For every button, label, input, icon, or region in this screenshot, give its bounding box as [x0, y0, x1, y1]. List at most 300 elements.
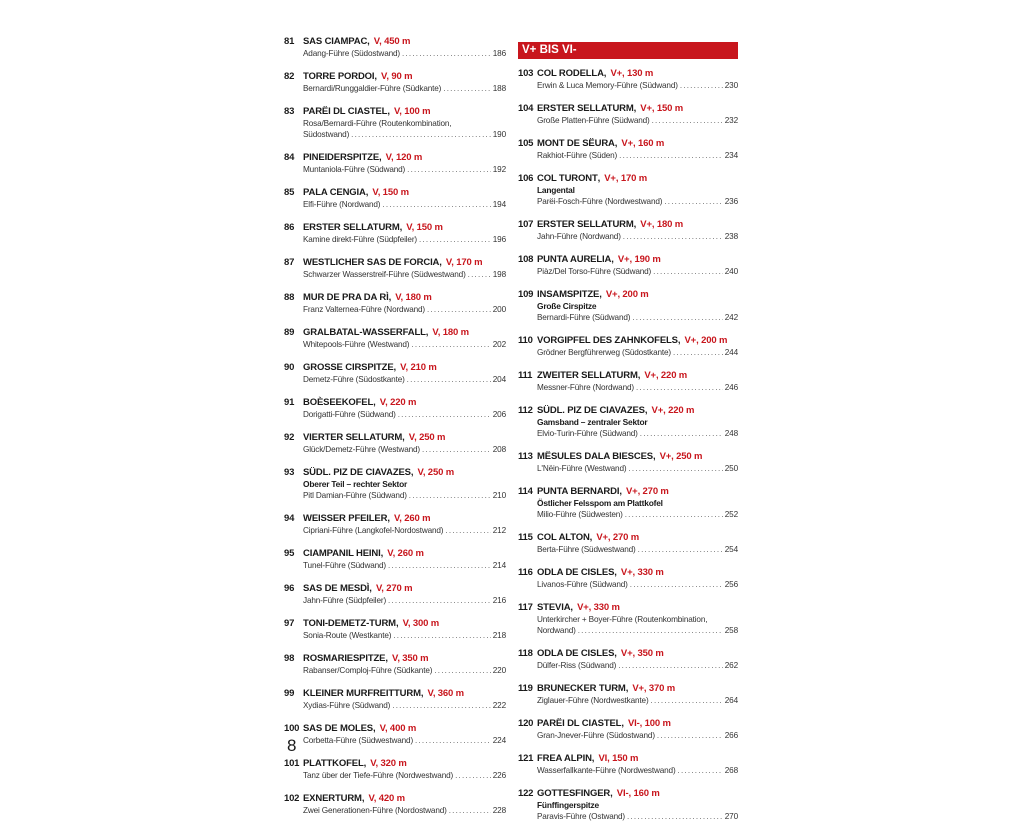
leader-dots — [673, 347, 723, 358]
entry-description — [537, 579, 738, 590]
leader-dots — [402, 48, 491, 59]
entry-heading — [518, 486, 738, 498]
description-text: Ziglauer-Führe (Nordwestkante) — [537, 696, 649, 705]
description-line — [537, 509, 738, 520]
entry-description — [303, 490, 506, 501]
description-text: Tanz über der Tiefe-Führe (Nordwestwand) — [303, 771, 454, 780]
leader-dots — [351, 129, 491, 140]
entry-name: COL RODELLA — [537, 68, 604, 79]
entry-heading — [518, 753, 738, 765]
entry-description — [537, 115, 738, 126]
entry-name: ERSTER SELLATURM — [537, 103, 634, 114]
description-line — [537, 150, 738, 161]
entry-number: 93 — [284, 467, 295, 478]
description-line — [537, 614, 738, 625]
description-line — [537, 811, 738, 822]
description-text: Piàz/Del Torso-Führe (Südwand) — [537, 267, 652, 276]
entry-description — [303, 409, 506, 420]
entry-grade: V, 100 m — [393, 106, 431, 117]
entry-grade: V, 170 m — [445, 257, 483, 268]
leader-dots — [680, 80, 723, 91]
entry-heading — [284, 618, 506, 630]
toc-entry — [284, 653, 506, 676]
entry-name: MONT DE SËURA — [537, 138, 615, 149]
description-text: Messner-Führe (Nordwand) — [537, 383, 634, 392]
entry-page-number: 224 — [492, 736, 506, 745]
entry-number: 96 — [284, 583, 295, 594]
entry-description — [303, 525, 506, 536]
entry-heading — [518, 173, 738, 185]
entry-page-number: 212 — [492, 526, 506, 535]
entry-number: 81 — [284, 36, 295, 47]
entry-page-number: 228 — [492, 806, 506, 815]
description-text: Franz Valternea-Führe (Nordwand) — [303, 305, 426, 314]
description-text: Bernardi/Runggaldier-Führe (Südkante) — [303, 84, 442, 93]
entry-description — [303, 805, 506, 816]
leader-dots — [627, 811, 723, 822]
entry-number: 102 — [284, 793, 300, 804]
description-line — [303, 164, 506, 175]
entry-description — [303, 118, 506, 140]
description-text: Unterkircher + Boyer-Führe (Routenkombination, — [537, 615, 708, 624]
entry-heading — [284, 152, 506, 164]
entry-page-number: 254 — [724, 545, 738, 554]
entry-description — [537, 428, 738, 439]
entry-separator: , — [393, 362, 397, 373]
entry-heading — [284, 257, 506, 269]
entry-separator: , — [599, 289, 602, 300]
entry-separator: , — [399, 222, 403, 233]
entry-separator: , — [652, 451, 656, 462]
entry-page-number: 186 — [492, 49, 506, 58]
entry-number: 87 — [284, 257, 295, 268]
leader-dots — [409, 490, 491, 501]
description-line — [303, 735, 506, 746]
entry-name: STEVIA — [537, 602, 571, 613]
description-line — [537, 463, 738, 474]
entry-description — [537, 614, 738, 636]
description-line — [303, 48, 506, 59]
entry-separator: , — [363, 758, 367, 769]
entry-number: 100 — [284, 723, 300, 734]
entry-number: 106 — [518, 173, 534, 184]
entry-separator: , — [395, 618, 399, 629]
entry-page-number: 238 — [724, 232, 738, 241]
toc-entry — [284, 292, 506, 315]
entry-subtitle: Gamsband – zentraler Sektor — [537, 417, 648, 427]
entry-heading — [518, 648, 738, 660]
entry-heading — [284, 222, 506, 234]
entry-name: VORGIPFEL DES ZAHNKOFELS — [537, 335, 678, 346]
entry-name: FREA ALPIN — [537, 753, 592, 764]
entry-page-number: 250 — [724, 464, 738, 473]
entry-separator: , — [369, 583, 372, 594]
description-text: Bernardi-Führe (Südwand) — [537, 313, 631, 322]
entry-heading — [518, 405, 738, 417]
entry-name: ROSMARIESPITZE — [303, 653, 386, 664]
description-line — [303, 409, 506, 420]
page-number: 8 — [287, 736, 297, 755]
entry-description — [537, 150, 738, 161]
entry-separator: , — [367, 36, 370, 47]
entry-heading — [518, 289, 738, 301]
entry-separator: , — [589, 532, 593, 543]
entry-heading — [518, 532, 738, 544]
entry-page-number: 206 — [492, 410, 506, 419]
entry-description — [303, 444, 506, 455]
leader-dots — [640, 428, 723, 439]
entry-heading — [284, 362, 506, 374]
leader-dots — [398, 409, 491, 420]
toc-entry — [284, 397, 506, 420]
entry-grade: V+, 220 m — [651, 405, 695, 416]
entry-number: 122 — [518, 788, 534, 799]
description-line — [303, 199, 506, 210]
toc-entry — [518, 173, 738, 207]
entry-page-number: 192 — [492, 165, 506, 174]
entry-heading — [284, 432, 506, 444]
entry-grade: V+, 330 m — [577, 602, 620, 613]
entry-page-number: 204 — [492, 375, 506, 384]
entry-grade: V+, 160 m — [621, 138, 665, 149]
entry-grade: V, 120 m — [385, 152, 423, 163]
entry-heading — [284, 467, 506, 479]
description-line — [537, 428, 738, 439]
toc-entry — [284, 758, 506, 781]
description-line — [537, 730, 738, 741]
description-line — [303, 269, 506, 280]
toc-entry — [284, 583, 506, 606]
description-text: Erwin & Luca Memory-Führe (Südwand) — [537, 81, 678, 90]
entry-subtitle: Langental — [537, 185, 575, 195]
entry-heading — [284, 71, 506, 83]
description-text: Gran-Jnever-Führe (Südostwand) — [537, 731, 655, 740]
entry-description — [537, 509, 738, 520]
toc-entry — [518, 335, 738, 358]
entry-number: 84 — [284, 152, 295, 163]
entry-grade: V+, 200 m — [684, 335, 728, 346]
description-line — [303, 83, 506, 94]
entry-grade: V+, 220 m — [644, 370, 688, 381]
entry-separator: , — [619, 486, 622, 497]
entry-separator: , — [591, 753, 595, 764]
toc-entry — [518, 683, 738, 706]
entry-grade: V, 150 m — [372, 187, 409, 198]
entry-description — [537, 730, 738, 741]
description-line — [303, 234, 506, 245]
description-text: Demetz-Führe (Südostkante) — [303, 375, 405, 384]
entry-number: 89 — [284, 327, 295, 338]
entry-page-number: 194 — [492, 200, 506, 209]
entry-description — [303, 735, 506, 746]
toc-entry — [518, 289, 738, 323]
entry-description — [537, 695, 738, 706]
toc-entry — [518, 486, 738, 520]
entry-number: 90 — [284, 362, 295, 373]
entry-number: 111 — [518, 370, 533, 381]
entry-grade: V+, 270 m — [596, 532, 640, 543]
entry-separator: , — [614, 567, 617, 578]
entry-page-number: 248 — [724, 429, 738, 438]
entry-grade: V, 180 m — [432, 327, 469, 338]
entry-name: KLEINER MURFREITTURM — [303, 688, 421, 699]
description-line — [537, 231, 738, 242]
description-text: Muntaniola-Führe (Südwand) — [303, 165, 406, 174]
entry-heading — [518, 788, 738, 800]
leader-dots — [427, 304, 491, 315]
entry-page-number: 240 — [724, 267, 738, 276]
entry-grade: V, 300 m — [402, 618, 440, 629]
entry-separator: , — [385, 653, 388, 664]
entry-name: WESTLICHER SAS DE FORCIA — [303, 257, 440, 268]
entry-grade: V+, 170 m — [604, 173, 647, 184]
entry-name: GROSSE CIRSPITZE — [303, 362, 394, 373]
toc-entry — [284, 723, 506, 746]
entry-separator: , — [379, 152, 382, 163]
entry-name: ODLA DE CISLES — [537, 648, 615, 659]
description-line — [303, 444, 506, 455]
description-text: Milio-Führe (Südwesten) — [537, 510, 623, 519]
leader-dots — [636, 382, 723, 393]
description-line — [303, 560, 506, 571]
entry-separator: , — [420, 688, 424, 699]
entry-heading — [518, 254, 738, 266]
entry-page-number: 256 — [724, 580, 738, 589]
entry-description — [537, 765, 738, 776]
description-text: Paravis-Führe (Ostwand) — [537, 812, 626, 821]
entry-name: BRUNECKER TURM — [537, 683, 626, 694]
description-line — [537, 115, 738, 126]
description-text: Wasserfallkante-Führe (Nordwestwand) — [537, 766, 676, 775]
description-text: Dorigatti-Führe (Südwand) — [303, 410, 396, 419]
description-line — [537, 196, 738, 207]
entry-separator: , — [439, 257, 442, 268]
entry-description — [303, 700, 506, 711]
entry-separator: , — [614, 138, 618, 149]
entry-name: PALA CENGIA — [303, 187, 366, 198]
toc-entry — [284, 327, 506, 350]
entry-grade: V, 250 m — [417, 467, 454, 478]
entry-name: SÜDL. PIZ DE CIAVAZES — [537, 405, 645, 416]
entry-number: 99 — [284, 688, 295, 699]
entry-page-number: 190 — [492, 130, 506, 139]
entry-heading — [284, 397, 506, 409]
entry-grade: V, 350 m — [392, 653, 429, 664]
entry-separator: , — [374, 71, 378, 82]
entry-heading — [518, 103, 738, 115]
description-text: Berta-Führe (Südwestwand) — [537, 545, 636, 554]
entry-heading — [284, 688, 506, 700]
leader-dots — [628, 463, 722, 474]
description-line — [537, 660, 738, 671]
description-line — [537, 382, 738, 393]
description-text: Pitl Damian-Führe (Südwand) — [303, 491, 407, 500]
description-line — [303, 129, 506, 140]
description-line — [303, 490, 506, 501]
entry-grade: V, 450 m — [373, 36, 411, 47]
entry-number: 105 — [518, 138, 534, 149]
entry-name: SAS CIAMPAC — [303, 36, 368, 47]
entry-number: 109 — [518, 289, 534, 300]
description-text: Corbetta-Führe (Südwestwand) — [303, 736, 414, 745]
leader-dots — [618, 660, 723, 671]
entry-number: 95 — [284, 548, 295, 559]
description-text: Rakhiot-Führe (Süden) — [537, 151, 618, 160]
entry-page-number: 258 — [724, 626, 738, 635]
description-text: L'Nëin-Führe (Westwand) — [537, 464, 627, 473]
description-line — [303, 805, 506, 816]
leader-dots — [419, 234, 491, 245]
description-line — [303, 595, 506, 606]
toc-entry — [518, 753, 738, 776]
entry-page-number: 266 — [724, 731, 738, 740]
description-text: Sonia-Route (Westkante) — [303, 631, 392, 640]
entry-separator: , — [644, 405, 648, 416]
entry-number: 94 — [284, 513, 295, 524]
entry-page-number: 202 — [492, 340, 506, 349]
leader-dots — [393, 630, 490, 641]
description-text: Elfi-Führe (Nordwand) — [303, 200, 381, 209]
description-line — [537, 80, 738, 91]
entry-description — [537, 660, 738, 671]
entry-separator: , — [410, 467, 414, 478]
toc-column-left — [284, 36, 506, 828]
leader-dots — [382, 199, 490, 210]
entry-description — [537, 811, 738, 822]
description-line — [537, 625, 738, 636]
description-text: Zwei Generationen-Führe (Nordostwand) — [303, 806, 447, 815]
toc-entry — [518, 138, 738, 161]
entry-number: 82 — [284, 71, 295, 82]
entry-subtitle: Große Cirspitze — [537, 301, 597, 311]
entry-heading — [284, 513, 506, 525]
entry-page-number: 264 — [724, 696, 738, 705]
entry-subtitle: Östlicher Felsspom am Plattkofel — [537, 498, 663, 508]
leader-dots — [443, 83, 491, 94]
toc-entry — [284, 513, 506, 536]
description-text: Rosa/Bernardi-Führe (Routenkombination, — [303, 119, 452, 128]
toc-entry — [518, 648, 738, 671]
entry-number: 103 — [518, 68, 534, 79]
description-text: Dülfer-Riss (Südwand) — [537, 661, 617, 670]
entry-description — [537, 382, 738, 393]
entry-separator: , — [603, 68, 607, 79]
description-text: Nordwand) — [537, 626, 576, 635]
description-line — [303, 525, 506, 536]
entry-separator: , — [637, 370, 641, 381]
leader-dots — [653, 266, 723, 277]
leader-dots — [664, 196, 722, 207]
entry-grade: V+, 270 m — [625, 486, 669, 497]
description-text: Livanos-Führe (Südwand) — [537, 580, 628, 589]
toc-entry — [284, 257, 506, 280]
entry-description — [537, 347, 738, 358]
entry-name: WEISSER PFEILER — [303, 513, 388, 524]
entry-description — [303, 304, 506, 315]
description-line — [303, 339, 506, 350]
entry-name: TORRE PORDOI — [303, 71, 375, 82]
entry-page-number: 200 — [492, 305, 506, 314]
description-text: Adang-Führe (Südostwand) — [303, 49, 400, 58]
description-line — [303, 700, 506, 711]
entry-separator: , — [633, 219, 637, 230]
entry-grade: V, 320 m — [370, 758, 407, 769]
entry-number: 118 — [518, 648, 533, 659]
entry-name: ODLA DE CISLES — [537, 567, 615, 578]
entry-grade: V, 270 m — [375, 583, 413, 594]
toc-entry — [284, 222, 506, 245]
entry-name: COL TURONT — [537, 173, 598, 184]
entry-heading — [518, 219, 738, 231]
description-line — [537, 312, 738, 323]
entry-description — [303, 164, 506, 175]
leader-dots — [578, 625, 723, 636]
entry-grade: V+, 190 m — [617, 254, 661, 265]
entry-separator: , — [677, 335, 681, 346]
leader-dots — [678, 765, 723, 776]
entry-number: 85 — [284, 187, 295, 198]
entry-number: 112 — [518, 405, 533, 416]
leader-dots — [468, 269, 491, 280]
entry-separator: , — [388, 292, 392, 303]
entry-name: TONI-DEMETZ-TURM — [303, 618, 396, 629]
leader-dots — [422, 444, 491, 455]
entry-page-number: 196 — [492, 235, 506, 244]
entry-grade: V, 360 m — [427, 688, 464, 699]
entry-heading — [518, 683, 738, 695]
description-line — [303, 630, 506, 641]
entry-description — [303, 374, 506, 385]
leader-dots — [630, 579, 723, 590]
entry-separator: , — [633, 103, 637, 114]
entry-grade: VI-, 100 m — [627, 718, 671, 729]
entry-grade: VI, 150 m — [598, 753, 639, 764]
entry-grade: V+, 130 m — [610, 68, 654, 79]
leader-dots — [434, 665, 490, 676]
entry-grade: V, 420 m — [368, 793, 405, 804]
entry-page-number: 270 — [724, 812, 738, 821]
leader-dots — [652, 115, 723, 126]
entry-heading — [518, 335, 738, 347]
entry-number: 115 — [518, 532, 533, 543]
entry-number: 114 — [518, 486, 533, 497]
toc-entry — [284, 432, 506, 455]
entry-page-number: 214 — [492, 561, 506, 570]
entry-grade: V+, 370 m — [632, 683, 676, 694]
entry-description — [537, 312, 738, 323]
section-header: V+ BIS VI- — [518, 42, 738, 59]
entry-separator: , — [614, 648, 617, 659]
entry-description — [537, 80, 738, 91]
entry-heading — [518, 370, 738, 382]
entry-number: 104 — [518, 103, 534, 114]
toc-entry — [284, 688, 506, 711]
entry-page-number: 252 — [724, 510, 738, 519]
entry-separator: , — [373, 397, 376, 408]
toc-entry — [284, 362, 506, 385]
entry-grade: V, 260 m — [387, 548, 424, 559]
entry-heading — [518, 602, 738, 614]
entry-name: PUNTA BERNARDI — [537, 486, 620, 497]
entry-grade: V, 180 m — [395, 292, 432, 303]
description-line — [303, 665, 506, 676]
toc-entry — [284, 548, 506, 571]
entry-separator: , — [625, 683, 629, 694]
description-line — [303, 304, 506, 315]
toc-entry — [518, 370, 738, 393]
entry-name: SAS DE MOLES — [303, 723, 373, 734]
entry-heading — [518, 567, 738, 579]
